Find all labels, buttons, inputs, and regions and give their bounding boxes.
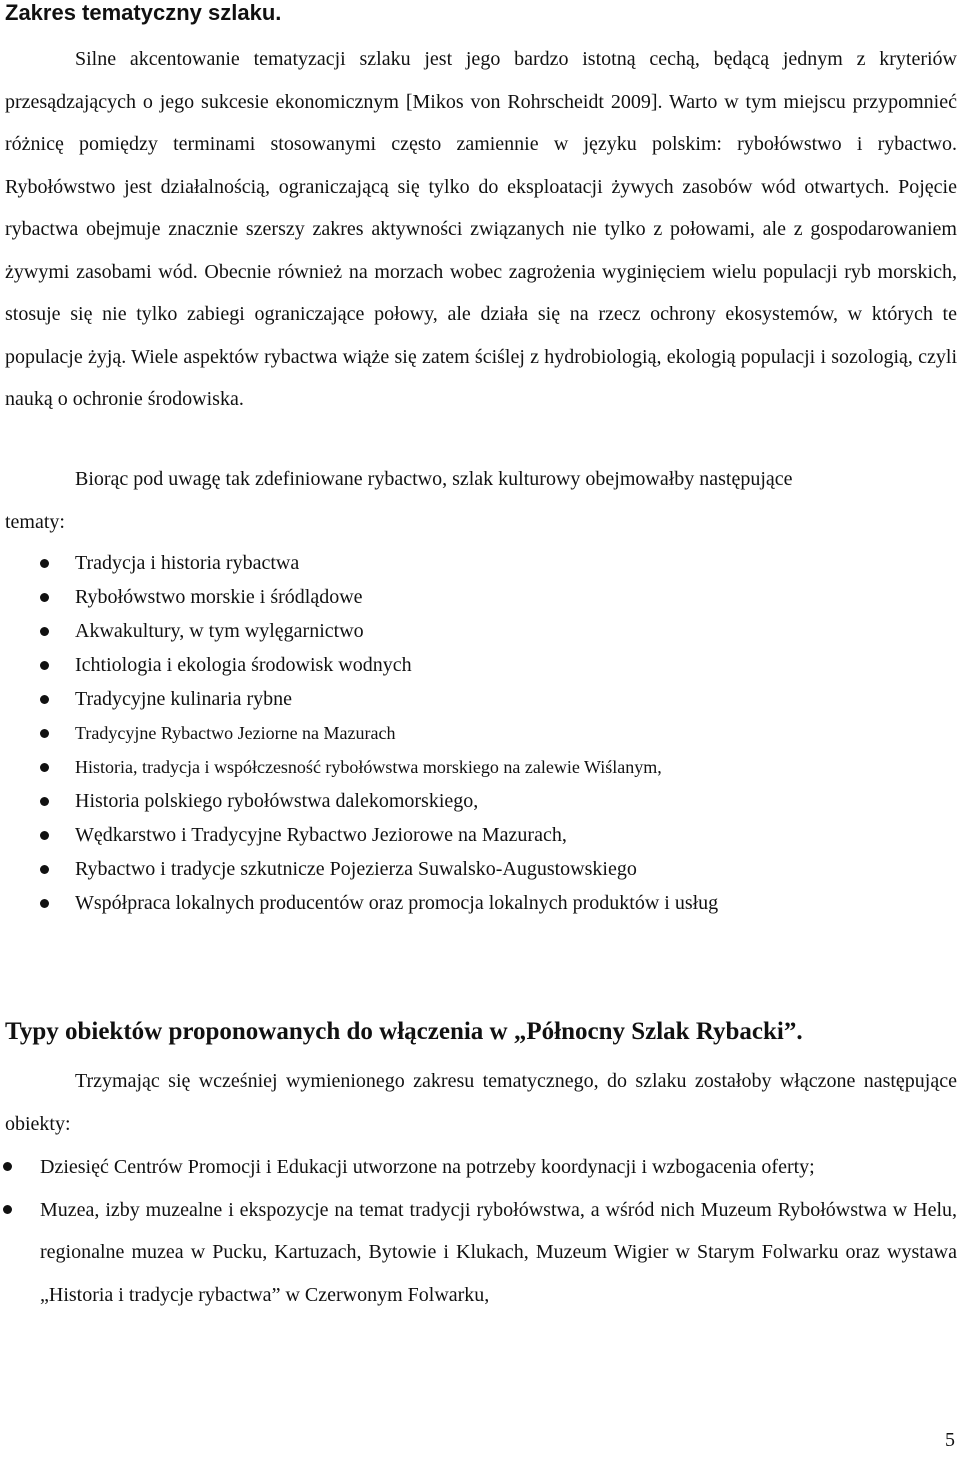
bullet-icon	[40, 729, 49, 738]
list-item-text: Tradycyjne kulinaria rybne	[75, 688, 292, 710]
bullet-icon	[40, 593, 49, 602]
bullet-icon	[40, 831, 49, 840]
objects-list	[0, 1146, 957, 1316]
bullet-icon	[40, 865, 49, 874]
list-item-text: Tradycyjne Rybactwo Jeziorne na Mazurach	[75, 723, 396, 743]
list-item	[0, 614, 940, 648]
list-item	[0, 750, 940, 784]
list-item-text: Akwakultury, w tym wylęgarnictwo	[75, 620, 364, 642]
list-item-text: Dziesięć Centrów Promocji i Edukacji utworzone na potrzeby koordynacji i wzbogacenia oferty;	[40, 1156, 815, 1178]
bullet-icon	[3, 1205, 12, 1214]
bullet-icon	[3, 1162, 12, 1171]
list-item-text: Historia polskiego rybołówstwa dalekomorskiego,	[75, 790, 479, 812]
page-number: 5	[945, 1429, 955, 1451]
bullet-icon	[40, 899, 49, 908]
list-item-text: Wędkarstwo i Tradycyjne Rybactwo Jeziorowe na Mazurach,	[75, 824, 567, 846]
list-item	[0, 546, 940, 580]
bullet-icon	[40, 559, 49, 568]
bullet-icon	[40, 661, 49, 670]
list-item-text: Tradycja i historia rybactwa	[75, 552, 300, 574]
section-heading-theme: Zakres tematyczny szlaku.	[5, 0, 282, 25]
paragraph-topics-lead	[5, 458, 957, 543]
list-item	[0, 784, 940, 818]
topics-lead-text: Biorąc pod uwagę tak zdefiniowane rybactwo, szlak kulturowy obejmowałby następujące	[75, 468, 793, 490]
list-item-text: Historia, tradycja i współczesność rybołówstwa morskiego na zalewie Wiślanym,	[75, 757, 662, 777]
list-item	[0, 1189, 957, 1317]
list-item	[0, 648, 940, 682]
list-item	[0, 886, 940, 920]
list-item	[0, 852, 940, 886]
paragraph-theme-intro: Silne akcentowanie tematyzacji szlaku jest jego bardzo istotną cechą, będącą jednym z kryteriów przesądzających o jego sukcesie ekonomicznym [Mikos von Rohrscheidt 2009]. Warto w tym miejscu przypomnieć różnicę pomiędzy terminami stosowanymi często zamiennie w języku polskim: rybołówstwo i rybactwo. Rybołówstwo jest działalnością, ograniczającą się tylko do eksploatacji żywych zasobów wód otwartych. Pojęcie rybactwa obejmuje znacznie szerszy zakres aktywności związanych nie tylko z połowami, ale z gospodarowaniem żywymi zasobami wód. Obecnie również na morzach wobec zagrożenia wyginięciem wielu populacji ryb morskich, stosuje się nie tylko zabiegi ograniczające połowy, ale działa się na rzecz ochrony ekosystemów, w których te populacje żyją. Wiele aspektów rybactwa wiąże się zatem ściślej z hydrobiologią, ekologią populacji i sozologią, czyli nauką o ochronie środowiska.	[5, 48, 957, 410]
bullet-icon	[40, 763, 49, 772]
list-item-text: Współpraca lokalnych producentów oraz promocja lokalnych produktów i usług	[75, 892, 719, 914]
paragraph-objects-intro: Trzymając się wcześniej wymienionego zakresu tematycznego, do szlaku zostałoby włączone następujące obiekty:	[5, 1070, 957, 1135]
list-item	[0, 580, 940, 614]
section-heading-object-types: Typy obiektów proponowanych do włączenia w „Północny Szlak Rybacki”.	[5, 1018, 803, 1045]
list-item-text: Ichtiologia i ekologia środowisk wodnych	[75, 654, 412, 676]
list-item-text: Rybołówstwo morskie i śródlądowe	[75, 586, 363, 608]
list-item	[0, 818, 940, 852]
bullet-icon	[40, 797, 49, 806]
list-item	[0, 682, 940, 716]
list-item-text: Rybactwo i tradycje szkutnicze Pojezierza Suwalsko-Augustowskiego	[75, 858, 637, 880]
topics-list	[0, 546, 940, 920]
bullet-icon	[40, 695, 49, 704]
list-item	[0, 1146, 957, 1189]
list-item-text: Muzea, izby muzealne i ekspozycje na temat tradycji rybołówstwa, a wśród nich Muzeum Rybołówstwa w Helu, regionalne muzea w Pucku, Kartuzach, Bytowie i Klukach, Muzeum Wigier w Starym Folwarku oraz wystawa „Historia i tradycje rybactwa” w Czerwonym Folwarku,	[40, 1198, 957, 1306]
topics-lead-last: tematy:	[5, 510, 65, 533]
bullet-icon	[40, 627, 49, 636]
list-item	[0, 716, 940, 750]
